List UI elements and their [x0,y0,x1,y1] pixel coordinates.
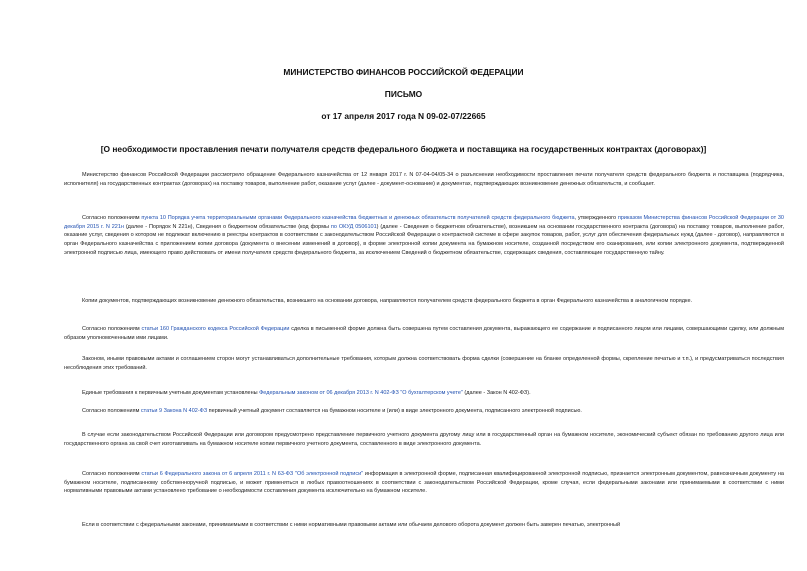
document-type: ПИСЬМО [384,89,423,99]
paragraph-text: ) (далее - Сведения о бюджетном обязательстве), возникшем на основании государственного контракта (договора) на поставку товаров, выполнение работ, оказание услуг, сведения о котором не подлежат включению в реестры контрактов в соответствии с законодательством Российской Федерации о контрактной системе в сфере закупок товаров, работ, услуг для обеспечения федеральных нужд (далее - договор), направляются в орган Федерального казначейства с приложением копии договора (документа о внесении изменений в договор), в форме электронной копии документа на бумажном носителе, созданной посредством его сканирования, или копии электронного документа, подтвержденной электронной подписью лица, имеющего право действовать от имени получателя средств федерального бюджета, за исключением Сведений о бюджетном обязательстве, содержащих сведения, составляющие государственную тайну. [64,223,784,256]
paragraph-8 [64,431,784,448]
link-order-221n-point-10[interactable]: пункта 10 Порядка учета территориальными органами Федерального казначейства бюджетных и денежных обязательств получателей средств федерального бюджета [141,215,575,221]
link-civil-code-article-160[interactable]: статьи 160 Гражданского кодекса Российской Федерации [141,326,290,332]
paragraph-text: Министерство финансов Российской Федерации рассмотрело обращение Федерального казначейства от 12 января 2017 г. N 07-04-04/05-34 о разъяснении необходимости проставления печати получателя средств федерального бюджета и поставщика (подрядчика, исполнителя) на государственных контрактах (договорах) на поставку товаров, выполнение работ, оказание услуг (далее - документ-основание) и документах, подтверждающих возникновение денежных обязательств, и сообщает. [64,172,784,187]
paragraph-9 [64,470,784,496]
paragraph-text: (далее - Порядок N 221н), Сведения о бюджетном обязательстве (код формы [123,223,331,230]
paragraph-text: Согласно положениям [82,471,142,477]
paragraph-text: Единые требования к первичным учетным документам установлены [82,390,260,396]
paragraph-text: Законом, иными правовыми актами и соглашением сторон могут устанавливаться дополнительные требования, которым должна соответствовать форма сделки (совершение на бланке определенной формы, скрепление печатью и т.п.), и предусматриваться последствия несоблюдения этих требований. [64,356,784,371]
document-date-number: от 17 апреля 2017 года N 09-02-07/22665 [321,111,486,121]
paragraph-text: сделка в письменной форме должна быть совершена путем составления документа, выражающего ее содержание и подписанного лицом или лицами, совершающими сделку, или должным образом уполномоченными ими лицами. [64,326,784,341]
paragraph-10 [64,521,784,530]
paragraph-text: Согласно положениям [82,408,141,414]
paragraph-text: , утвержденного [574,215,618,221]
paragraph-6 [64,389,784,398]
paragraph-text: (далее - Закон N 402-ФЗ). [462,390,531,396]
document-subject: [О необходимости проставления печати получателя средств федерального бюджета и поставщика на государственных контрактах (договорах)] [100,144,707,154]
paragraph-7 [64,407,784,416]
paragraph-text: Согласно положениям [82,326,142,332]
ministry-heading: МИНИСТЕРСТВО ФИНАНСОВ РОССИЙСКОЙ ФЕДЕРАЦИИ [283,67,524,77]
paragraph-text: В случае если законодательством Российской Федерации или договором предусмотрено представление первичного учетного документа другому лицу или в государственный орган на бумажном носителе, экономический субъект обязан по требованию другого лица или государственного органа за свой счет изготавливать на бумажном носителе копии первичного учетного документа, составленного в виде электронного документа. [64,432,784,447]
link-article-9-law-402fz[interactable]: статьи 9 Закона N 402-ФЗ [140,408,208,414]
paragraph-3 [64,297,784,306]
paragraph-5 [64,355,784,372]
paragraph-text: информация в электронной форме, подписанная квалифицированной электронной подписью, признается электронным документом, равнозначным документу на бумажном носителе, подписанному собственноручной подписью, и может применяться в любых правоотношениях в соответствии с законодательством Российской Федерации, кроме случая, если федеральными законами или принимаемыми в соответствии с ними нормативными правовыми актами установлено требование о необходимости составления документа исключительно на бумажном носителе. [64,471,784,495]
paragraph-text: первичный учетный документ составляется на бумажном носителе и (или) в виде электронного документа, подписанного электронной подписью. [207,408,582,414]
paragraph-4 [64,325,784,342]
link-okud-0506101[interactable]: по ОКУД 0506101 [330,223,377,230]
paragraph-text: Копии документов, подтверждающих возникновение денежного обязательства, возникшего на основании договора, направляются получателем средств федерального бюджета в орган Федерального казначейства в аналогичном порядке. [82,298,693,304]
link-federal-law-63fz-article-6[interactable]: статьи 6 Федерального закона от 6 апреля 2011 г. N 63-ФЗ "Об электронной подписи" [141,471,364,477]
link-minfin-order-221n[interactable]: приказом Министерства финансов Российской Федерации от 30 декабря 2015 г. N 221н [64,215,784,230]
link-federal-law-402fz[interactable]: Федеральным законом от 06 декабря 2013 г. N 402-ФЗ "О бухгалтерском учете" [259,390,463,396]
paragraph-2 [64,214,784,258]
paragraph-text: Если в соответствии с федеральными законами, принимаемыми в соответствии с ними нормативными правовыми актами или обычаем делового оборота документ должен быть заверен печатью, электронный [82,522,621,528]
paragraph-text: Согласно положениям [82,215,142,221]
paragraph-1 [64,171,784,188]
